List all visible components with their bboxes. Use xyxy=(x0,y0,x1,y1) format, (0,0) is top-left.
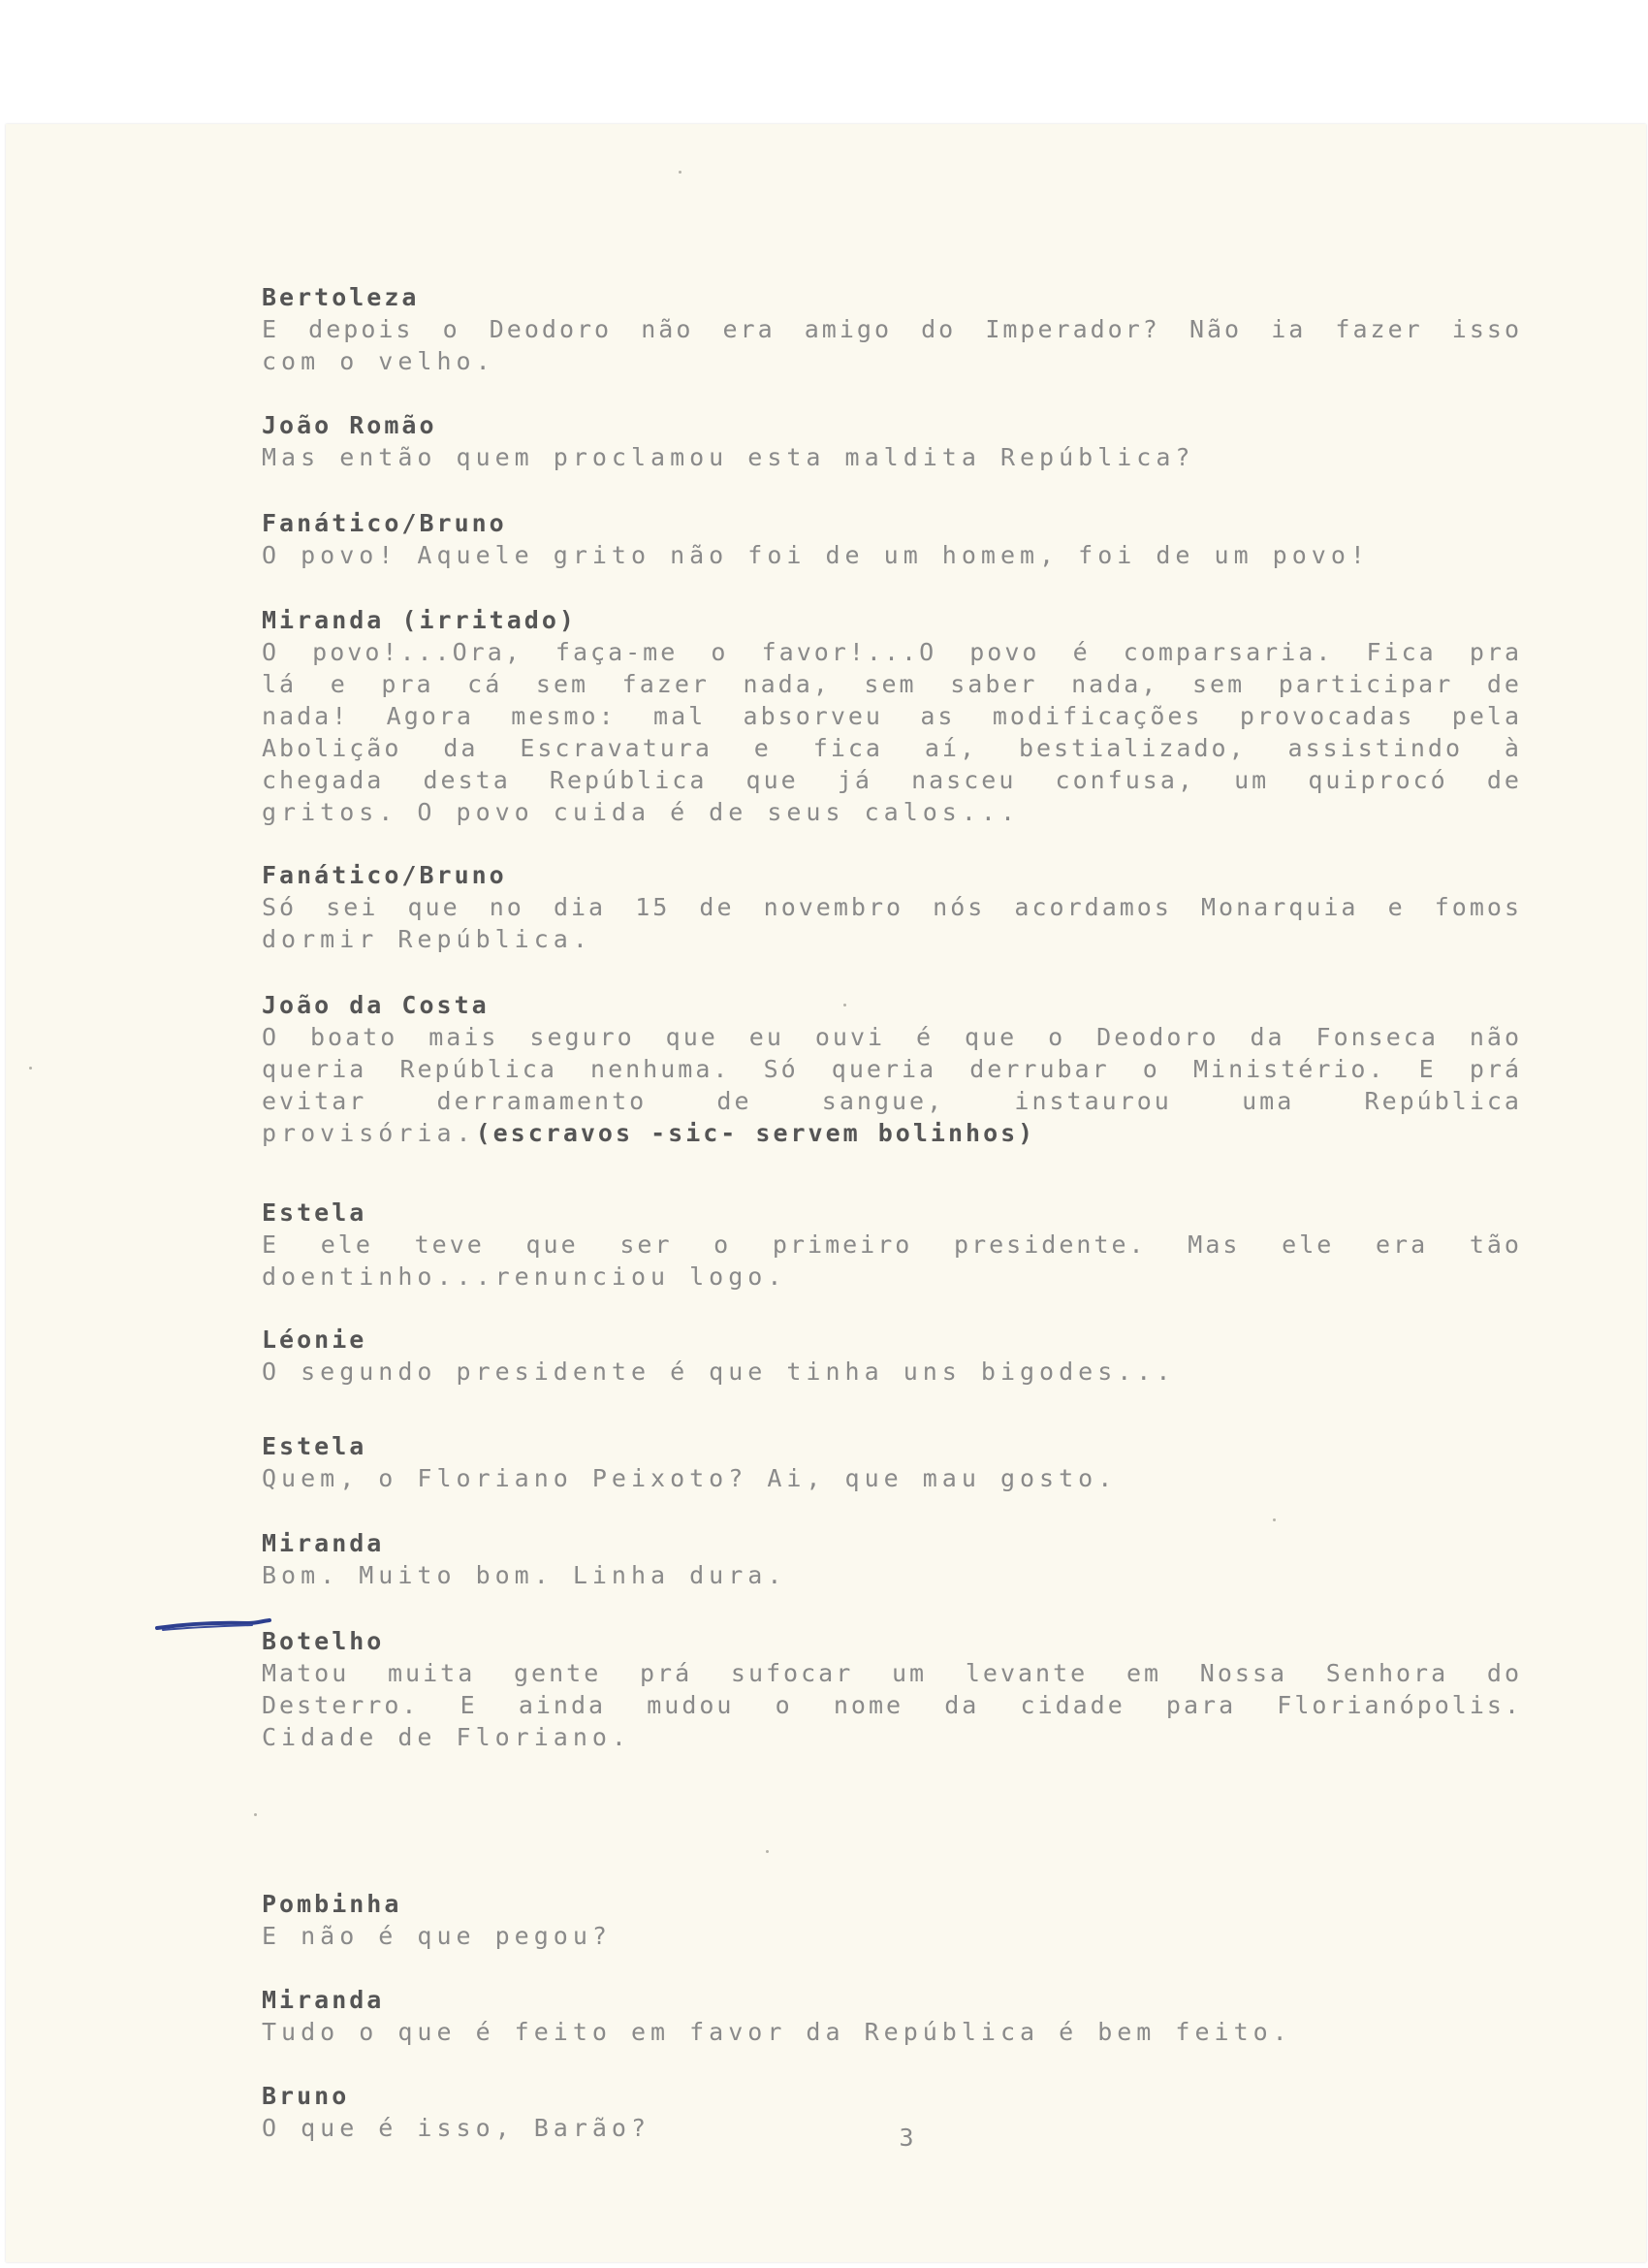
dialogue-line xyxy=(262,1559,1522,1591)
dialogue-line xyxy=(262,1229,1522,1261)
dialogue-line-text: Desterro. E ainda mudou o nome da cidade para Florianópolis. xyxy=(262,1691,1522,1719)
dialogue-line xyxy=(262,1261,1522,1293)
dialogue-line-text: O segundo presidente é que tinha uns bigodes... xyxy=(262,1358,1176,1386)
dialogue-line xyxy=(262,1356,1522,1388)
speaker-name: Fanático/Bruno xyxy=(262,509,507,537)
dialogue-block xyxy=(262,507,1522,571)
dialogue-line xyxy=(262,923,1522,955)
dialogue-line xyxy=(262,1920,1522,1952)
dialogue-line xyxy=(262,700,1522,732)
paper-speck xyxy=(679,171,681,174)
dialogue-line-text: Quem, o Floriano Peixoto? Ai, que mau gosto. xyxy=(262,1464,1118,1492)
pen-mark-icon xyxy=(155,1615,271,1635)
dialogue-block xyxy=(262,1324,1522,1388)
dialogue-line xyxy=(262,668,1522,700)
dialogue-line-text: Tudo o que é feito em favor da República é bem feito. xyxy=(262,2018,1292,2046)
speaker-name: Miranda xyxy=(262,1986,385,2014)
dialogue-block xyxy=(262,1888,1522,1952)
dialogue-line-text: queria República nenhuma. Só queria derrubar o Ministério. E prá xyxy=(262,1055,1522,1083)
paper-speck xyxy=(254,1813,257,1816)
dialogue-line-text: chegada desta República que já nasceu confusa, um quiprocó de xyxy=(262,766,1522,794)
speaker-name: Bertoleza xyxy=(262,283,420,311)
dialogue-line xyxy=(262,732,1522,764)
stage-direction: (escravos -sic- servem bolinhos) xyxy=(475,1119,1036,1147)
dialogue-line xyxy=(262,441,1522,473)
dialogue-line xyxy=(262,1689,1522,1721)
speaker-name: Bruno xyxy=(262,2082,350,2110)
dialogue-line-text: O boato mais seguro que eu ouvi é que o Deodoro da Fonseca não xyxy=(262,1023,1522,1051)
dialogue-block xyxy=(262,989,1522,1149)
dialogue-line xyxy=(262,313,1522,345)
speaker-name: Léonie xyxy=(262,1326,367,1354)
dialogue-block xyxy=(262,281,1522,377)
speaker-name: João Romão xyxy=(262,411,437,439)
dialogue-line xyxy=(262,1462,1522,1494)
dialogue-line-text: Abolição da Escravatura e fica aí, bestializado, assistindo à xyxy=(262,734,1522,762)
speaker-name: Estela xyxy=(262,1432,367,1460)
paper-speck xyxy=(766,1850,769,1853)
dialogue-line-text: com o velho. xyxy=(262,347,495,375)
dialogue-line xyxy=(262,1021,1522,1053)
dialogue-line-text: O que é isso, Barão? xyxy=(262,2114,651,2142)
dialogue-line-text: O povo!...Ora, faça-me o favor!...O povo é comparsaria. Fica pra xyxy=(262,638,1522,666)
speaker-name: Miranda xyxy=(262,1529,385,1557)
dialogue-line xyxy=(262,345,1522,377)
dialogue-line-text: gritos. O povo cuida é de seus calos... xyxy=(262,798,1020,826)
speaker-name: Fanático/Bruno xyxy=(262,861,507,889)
page-number: 3 xyxy=(899,2124,914,2152)
dialogue-block xyxy=(262,1984,1522,2048)
dialogue-line-text: E ele teve que ser o primeiro presidente. Mas ele era tão xyxy=(262,1230,1522,1259)
dialogue-line-text: E depois o Deodoro não era amigo do Imperador? Não ia fazer isso xyxy=(262,315,1522,343)
dialogue-block xyxy=(262,1625,1522,1753)
dialogue-line xyxy=(262,1721,1522,1753)
dialogue-line-text: Mas então quem proclamou esta maldita República? xyxy=(262,443,1195,471)
dialogue-line xyxy=(262,796,1522,828)
dialogue-line-text: O povo! Aquele grito não foi de um homem, foi de um povo! xyxy=(262,541,1370,569)
speaker-name: Estela xyxy=(262,1198,367,1227)
dialogue-block xyxy=(262,1527,1522,1591)
dialogue-line-text: doentinho...renunciou logo. xyxy=(262,1262,787,1291)
dialogue-block xyxy=(262,604,1522,828)
dialogue-line-text: lá e pra cá sem fazer nada, sem saber nada, sem participar de xyxy=(262,670,1522,698)
dialogue-line-text: Bom. Muito bom. Linha dura. xyxy=(262,1561,787,1589)
speaker-name: João da Costa xyxy=(262,991,490,1019)
dialogue-line-text: Matou muita gente prá sufocar um levante em Nossa Senhora do xyxy=(262,1659,1522,1687)
dialogue-block xyxy=(262,409,1522,473)
dialogue-line xyxy=(262,539,1522,571)
dialogue-block xyxy=(262,859,1522,955)
speaker-name: Pombinha xyxy=(262,1890,402,1918)
dialogue-line xyxy=(262,1117,1522,1149)
dialogue-block xyxy=(262,1197,1522,1293)
dialogue-line xyxy=(262,1657,1522,1689)
speaker-name: Botelho xyxy=(262,1627,385,1655)
speaker-name: Miranda (irritado) xyxy=(262,606,577,634)
dialogue-line-text: Só sei que no dia 15 de novembro nós acordamos Monarquia e fomos xyxy=(262,893,1522,921)
dialogue-line-text: provisória. xyxy=(262,1119,476,1147)
dialogue-line xyxy=(262,1053,1522,1085)
dialogue-line-text: E não é que pegou? xyxy=(262,1922,612,1950)
dialogue-line xyxy=(262,1085,1522,1117)
dialogue-line xyxy=(262,636,1522,668)
dialogue-line xyxy=(262,764,1522,796)
dialogue-block xyxy=(262,1430,1522,1494)
dialogue-line-text: nada! Agora mesmo: mal absorveu as modificações provocadas pela xyxy=(262,702,1522,730)
dialogue-line-text: evitar derramamento de sangue, instaurou uma República xyxy=(262,1087,1522,1115)
paper-speck xyxy=(1273,1518,1276,1521)
dialogue-line-text: dormir República. xyxy=(262,925,592,953)
paper-speck xyxy=(29,1067,32,1070)
dialogue-line xyxy=(262,891,1522,923)
dialogue-line-text: Cidade de Floriano. xyxy=(262,1723,631,1751)
dialogue-line xyxy=(262,2016,1522,2048)
